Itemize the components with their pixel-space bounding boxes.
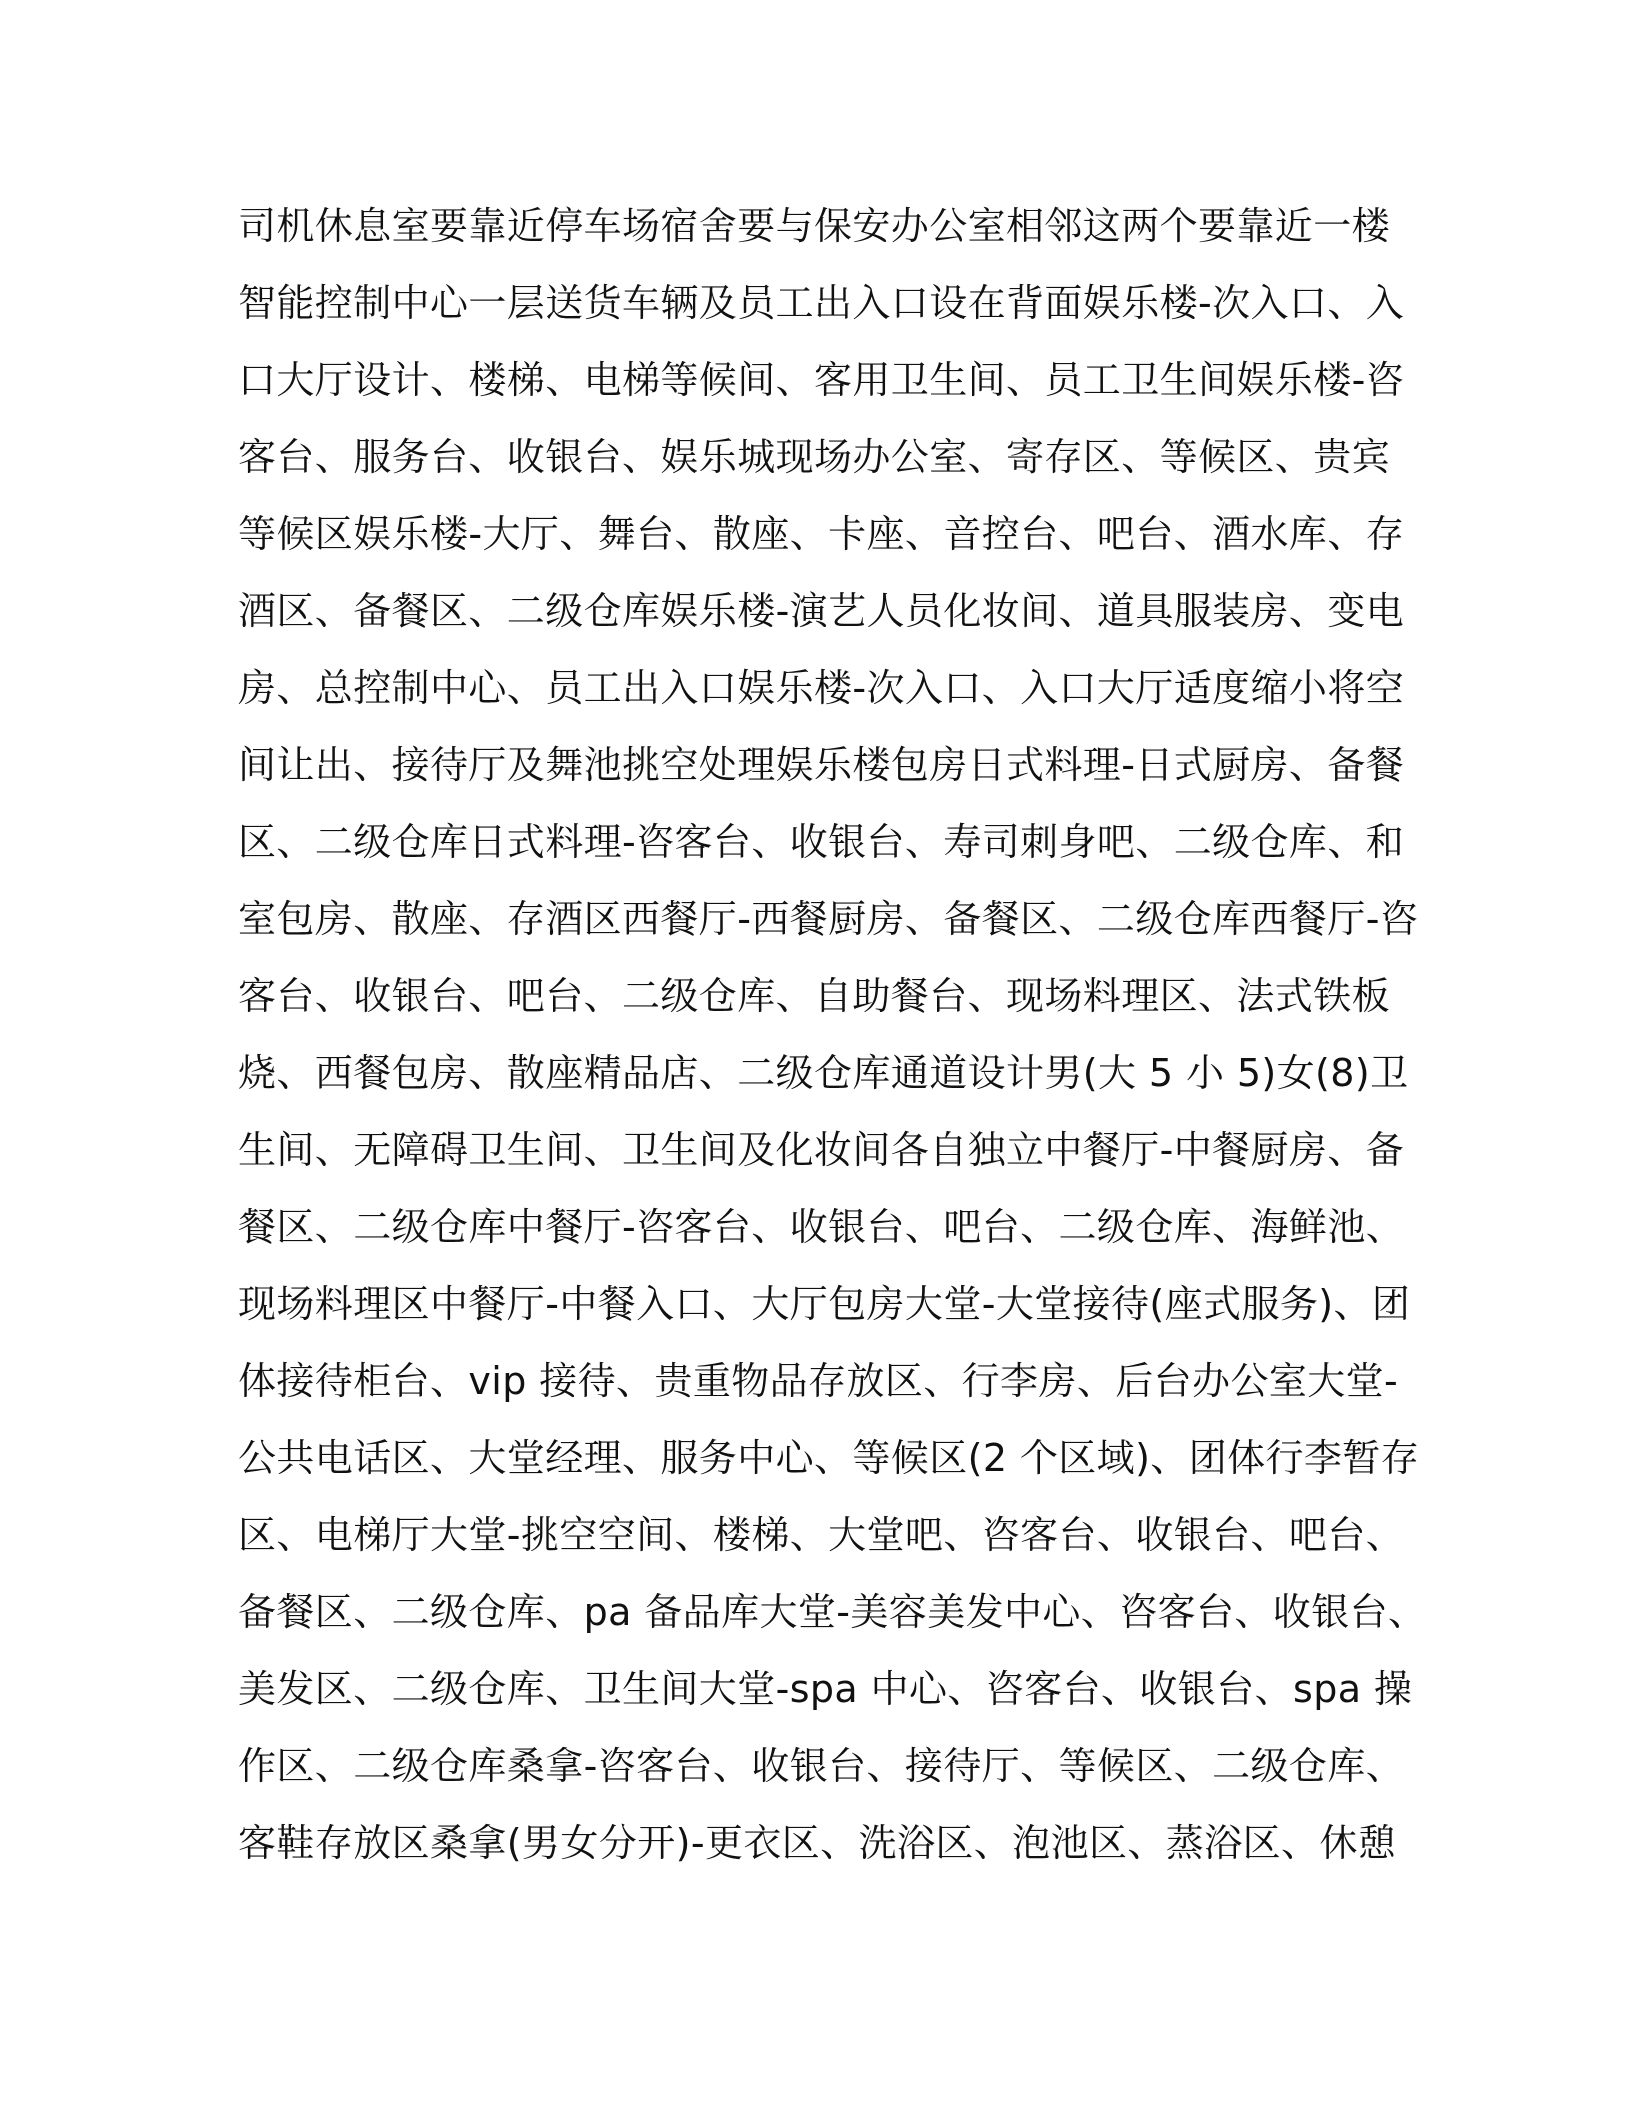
- text-line-10: 室包房、散座、存酒区西餐厅-西餐厨房、备餐区、二级仓库西餐厅-咨: [238, 897, 1419, 941]
- text-line-5: 等候区娱乐楼-大厅、舞台、散座、卡座、音控台、吧台、酒水库、存: [238, 512, 1405, 556]
- text-line-21: 作区、二级仓库桑拿-咨客台、收银台、接待厅、等候区、二级仓库、: [238, 1744, 1405, 1788]
- text-line-19: 备餐区、二级仓库、pa 备品库大堂-美容美发中心、咨客台、收银台、: [238, 1590, 1427, 1634]
- text-line-7: 房、总控制中心、员工出入口娱乐楼-次入口、入口大厅适度缩小将空: [238, 666, 1405, 710]
- text-line-17: 公共电话区、大堂经理、服务中心、等候区(2 个区域)、团体行李暂存: [238, 1436, 1420, 1480]
- text-line-13: 生间、无障碍卫生间、卫生间及化妆间各自独立中餐厅-中餐厨房、备: [238, 1128, 1405, 1172]
- text-line-4: 客台、服务台、收银台、娱乐城现场办公室、寄存区、等候区、贵宾: [238, 435, 1391, 479]
- text-line-20: 美发区、二级仓库、卫生间大堂-spa 中心、咨客台、收银台、spa 操: [238, 1667, 1413, 1711]
- text-line-6: 酒区、备餐区、二级仓库娱乐楼-演艺人员化妆间、道具服装房、变电: [238, 589, 1405, 633]
- text-line-18: 区、电梯厅大堂-挑空空间、楼梯、大堂吧、咨客台、收银台、吧台、: [238, 1513, 1405, 1557]
- text-line-1: 司机休息室要靠近停车场宿舍要与保安办公室相邻这两个要靠近一楼: [238, 204, 1391, 248]
- text-line-3: 口大厅设计、楼梯、电梯等候间、客用卫生间、员工卫生间娱乐楼-咨: [238, 358, 1405, 402]
- text-line-12: 烧、西餐包房、散座精品店、二级仓库通道设计男(大 5 小 5)女(8)卫: [238, 1051, 1409, 1095]
- text-line-22: 客鞋存放区桑拿(男女分开)-更衣区、洗浴区、泡池区、蒸浴区、休憩: [238, 1821, 1397, 1865]
- text-line-16: 体接待柜台、vip 接待、贵重物品存放区、行李房、后台办公室大堂-: [238, 1359, 1399, 1403]
- text-line-9: 区、二级仓库日式料理-咨客台、收银台、寿司刺身吧、二级仓库、和: [238, 820, 1405, 864]
- text-line-15: 现场料理区中餐厅-中餐入口、大厅包房大堂-大堂接待(座式服务)、团: [238, 1282, 1411, 1326]
- text-line-14: 餐区、二级仓库中餐厅-咨客台、收银台、吧台、二级仓库、海鲜池、: [238, 1205, 1405, 1249]
- body-text: [238, 188, 1427, 1882]
- text-line-2: 智能控制中心一层送货车辆及员工出入口设在背面娱乐楼-次入口、入: [238, 281, 1405, 325]
- text-line-11: 客台、收银台、吧台、二级仓库、自助餐台、现场料理区、法式铁板: [238, 974, 1391, 1018]
- text-line-8: 间让出、接待厅及舞池挑空处理娱乐楼包房日式料理-日式厨房、备餐: [238, 743, 1405, 787]
